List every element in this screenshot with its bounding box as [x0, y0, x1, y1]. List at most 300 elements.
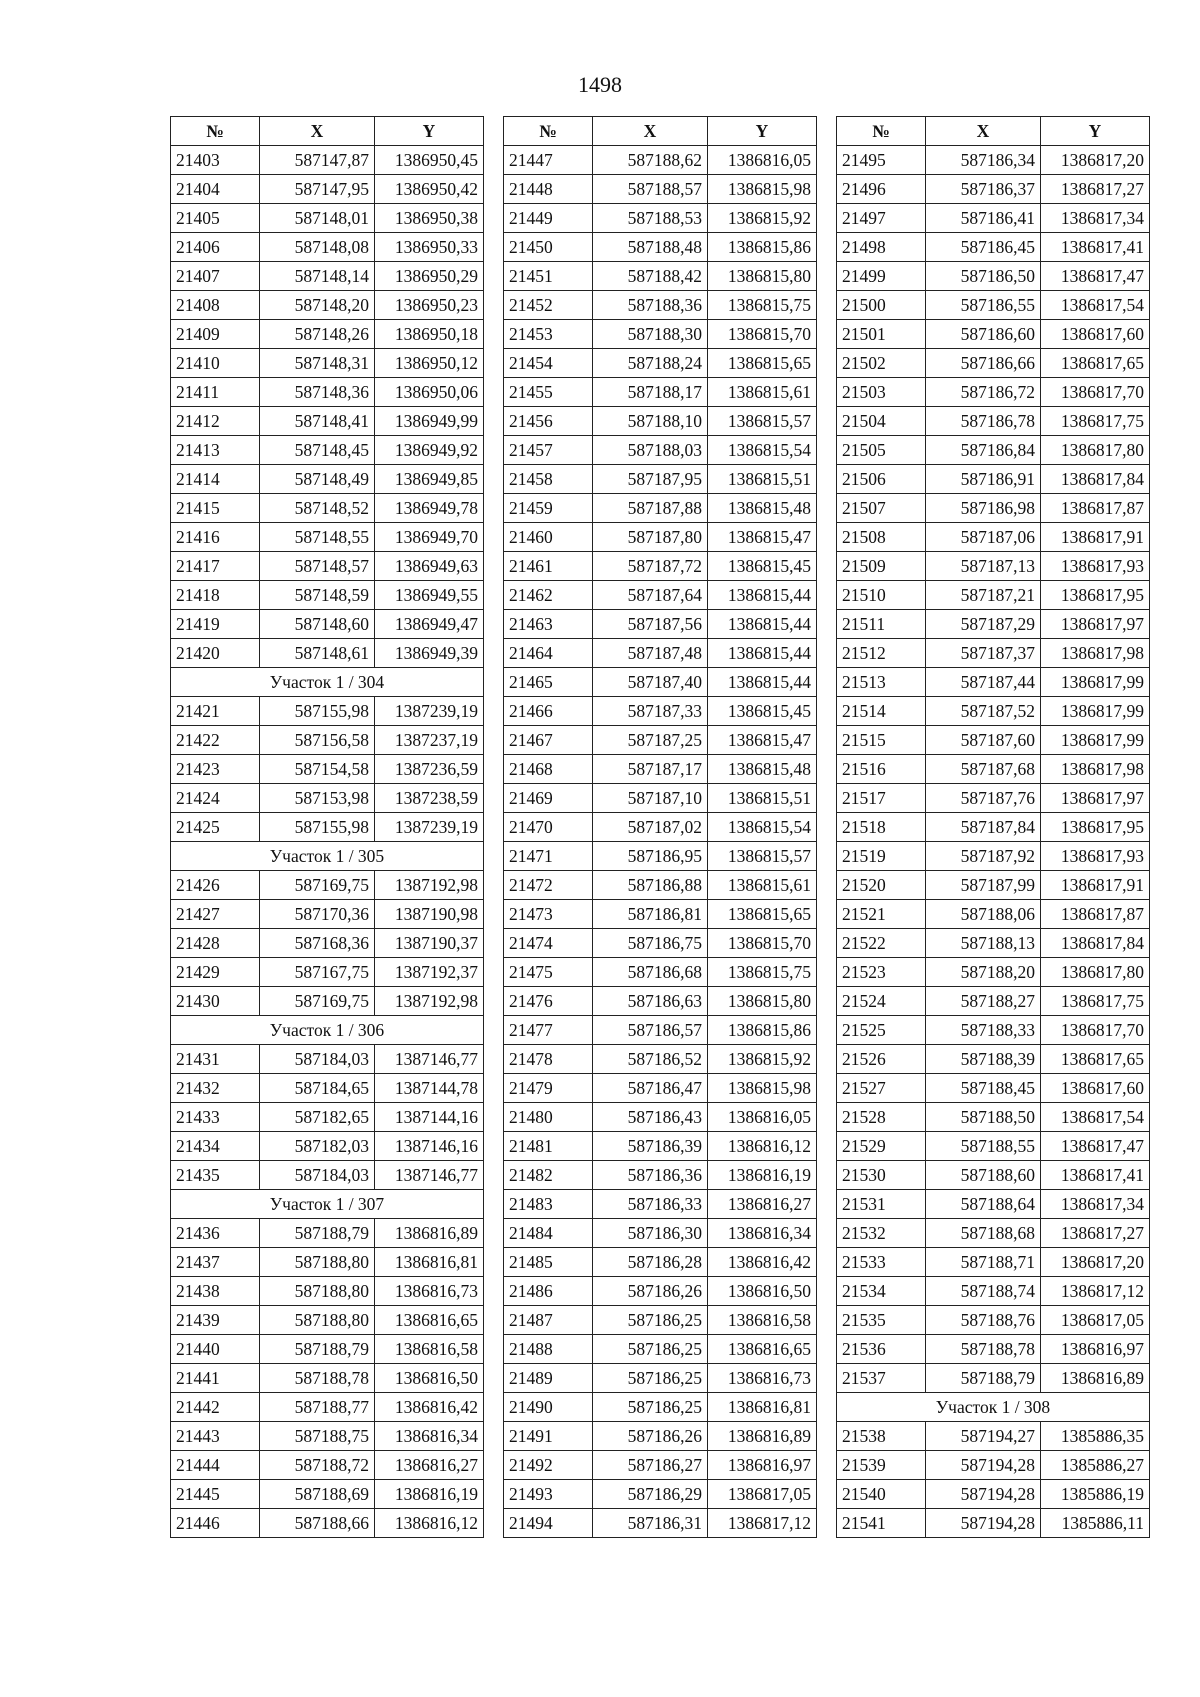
- y-coordinate: 1386950,38: [375, 204, 484, 233]
- point-number: 21461: [504, 552, 593, 581]
- table-row: [504, 958, 817, 987]
- x-coordinate: 587155,98: [260, 697, 375, 726]
- x-coordinate: 587188,20: [926, 958, 1041, 987]
- y-coordinate: 1387236,59: [375, 755, 484, 784]
- x-coordinate: 587169,75: [260, 871, 375, 900]
- point-number: 21406: [171, 233, 260, 262]
- y-coordinate: 1386815,61: [708, 378, 817, 407]
- table-row: [837, 697, 1150, 726]
- x-coordinate: 587187,95: [593, 465, 708, 494]
- table-row: [171, 1509, 484, 1538]
- point-number: 21452: [504, 291, 593, 320]
- point-number: 21535: [837, 1306, 926, 1335]
- table-row: [504, 697, 817, 726]
- x-coordinate: 587187,99: [926, 871, 1041, 900]
- table-row: [837, 668, 1150, 697]
- point-number: 21500: [837, 291, 926, 320]
- table-row: [504, 233, 817, 262]
- point-number: 21484: [504, 1219, 593, 1248]
- point-number: 21502: [837, 349, 926, 378]
- y-coordinate: 1386817,54: [1041, 1103, 1150, 1132]
- y-coordinate: 1386816,19: [375, 1480, 484, 1509]
- y-coordinate: 1386817,70: [1041, 378, 1150, 407]
- x-coordinate: 587186,52: [593, 1045, 708, 1074]
- table-row: [171, 1132, 484, 1161]
- x-coordinate: 587148,36: [260, 378, 375, 407]
- point-number: 21514: [837, 697, 926, 726]
- point-number: 21508: [837, 523, 926, 552]
- y-coordinate: 1386815,48: [708, 755, 817, 784]
- section-title: Участок 1 / 305: [171, 842, 484, 871]
- point-number: 21414: [171, 465, 260, 494]
- y-coordinate: 1386817,93: [1041, 842, 1150, 871]
- x-coordinate: 587186,25: [593, 1306, 708, 1335]
- section-title: Участок 1 / 307: [171, 1190, 484, 1219]
- table-row: [504, 1248, 817, 1277]
- table-row: [171, 726, 484, 755]
- table-row: [171, 929, 484, 958]
- point-number: 21460: [504, 523, 593, 552]
- point-number: 21504: [837, 407, 926, 436]
- table-row: [171, 813, 484, 842]
- x-coordinate: 587186,25: [593, 1364, 708, 1393]
- point-number: 21532: [837, 1219, 926, 1248]
- point-number: 21528: [837, 1103, 926, 1132]
- y-coordinate: 1386950,18: [375, 320, 484, 349]
- y-coordinate: 1387237,19: [375, 726, 484, 755]
- x-coordinate: 587188,55: [926, 1132, 1041, 1161]
- x-coordinate: 587186,57: [593, 1016, 708, 1045]
- x-coordinate: 587188,80: [260, 1306, 375, 1335]
- point-number: 21538: [837, 1422, 926, 1451]
- x-coordinate: 587148,55: [260, 523, 375, 552]
- table-row: [504, 813, 817, 842]
- point-number: 21431: [171, 1045, 260, 1074]
- point-number: 21499: [837, 262, 926, 291]
- table-row: [504, 929, 817, 958]
- section-title: Участок 1 / 308: [837, 1393, 1150, 1422]
- table-row: [837, 233, 1150, 262]
- table-row: [171, 610, 484, 639]
- point-number: 21507: [837, 494, 926, 523]
- y-coordinate: 1386816,97: [1041, 1335, 1150, 1364]
- point-number: 21511: [837, 610, 926, 639]
- point-number: 21407: [171, 262, 260, 291]
- table-row: [504, 755, 817, 784]
- coordinates-table-right: [836, 116, 1150, 1538]
- x-coordinate: 587188,45: [926, 1074, 1041, 1103]
- x-coordinate: 587188,75: [260, 1422, 375, 1451]
- point-number: 21443: [171, 1422, 260, 1451]
- y-coordinate: 1386950,45: [375, 146, 484, 175]
- header-number: №: [837, 117, 926, 146]
- point-number: 21446: [171, 1509, 260, 1538]
- table-row: [171, 581, 484, 610]
- x-coordinate: 587182,65: [260, 1103, 375, 1132]
- point-number: 21428: [171, 929, 260, 958]
- section-row: [171, 1190, 484, 1219]
- x-coordinate: 587188,79: [260, 1219, 375, 1248]
- x-coordinate: 587186,47: [593, 1074, 708, 1103]
- table-row: [171, 465, 484, 494]
- point-number: 21516: [837, 755, 926, 784]
- point-number: 21478: [504, 1045, 593, 1074]
- x-coordinate: 587187,72: [593, 552, 708, 581]
- y-coordinate: 1386817,41: [1041, 233, 1150, 262]
- point-number: 21493: [504, 1480, 593, 1509]
- table-row: [504, 494, 817, 523]
- point-number: 21451: [504, 262, 593, 291]
- table-row: [504, 1016, 817, 1045]
- point-number: 21525: [837, 1016, 926, 1045]
- table-row: [837, 175, 1150, 204]
- table-row: [504, 1393, 817, 1422]
- point-number: 21529: [837, 1132, 926, 1161]
- x-coordinate: 587148,20: [260, 291, 375, 320]
- y-coordinate: 1387238,59: [375, 784, 484, 813]
- point-number: 21490: [504, 1393, 593, 1422]
- table-row: [171, 755, 484, 784]
- x-coordinate: 587186,26: [593, 1277, 708, 1306]
- x-coordinate: 587188,80: [260, 1277, 375, 1306]
- y-coordinate: 1386949,92: [375, 436, 484, 465]
- y-coordinate: 1386815,80: [708, 262, 817, 291]
- y-coordinate: 1386816,58: [708, 1306, 817, 1335]
- x-coordinate: 587186,63: [593, 987, 708, 1016]
- point-number: 21522: [837, 929, 926, 958]
- y-coordinate: 1386816,81: [375, 1248, 484, 1277]
- table-row: [171, 639, 484, 668]
- point-number: 21523: [837, 958, 926, 987]
- table-row: [837, 871, 1150, 900]
- point-number: 21418: [171, 581, 260, 610]
- y-coordinate: 1386815,92: [708, 1045, 817, 1074]
- x-coordinate: 587154,58: [260, 755, 375, 784]
- y-coordinate: 1386815,44: [708, 668, 817, 697]
- y-coordinate: 1386817,20: [1041, 146, 1150, 175]
- point-number: 21469: [504, 784, 593, 813]
- x-coordinate: 587188,33: [926, 1016, 1041, 1045]
- point-number: 21458: [504, 465, 593, 494]
- table-row: [504, 262, 817, 291]
- y-coordinate: 1386817,84: [1041, 929, 1150, 958]
- table-row: [837, 726, 1150, 755]
- x-coordinate: 587147,95: [260, 175, 375, 204]
- y-coordinate: 1386949,63: [375, 552, 484, 581]
- table-header-row: [837, 117, 1150, 146]
- table-row: [837, 610, 1150, 639]
- table-row: [837, 842, 1150, 871]
- table-row: [504, 581, 817, 610]
- table-row: [837, 320, 1150, 349]
- point-number: 21521: [837, 900, 926, 929]
- y-coordinate: 1386949,70: [375, 523, 484, 552]
- x-coordinate: 587168,36: [260, 929, 375, 958]
- table-row: [504, 1219, 817, 1248]
- point-number: 21519: [837, 842, 926, 871]
- table-row: [504, 726, 817, 755]
- table-header-row: [171, 117, 484, 146]
- x-coordinate: 587148,41: [260, 407, 375, 436]
- y-coordinate: 1386816,34: [708, 1219, 817, 1248]
- point-number: 21467: [504, 726, 593, 755]
- x-coordinate: 587186,26: [593, 1422, 708, 1451]
- table-row: [504, 1190, 817, 1219]
- y-coordinate: 1386816,50: [375, 1364, 484, 1393]
- table-row: [837, 581, 1150, 610]
- point-number: 21515: [837, 726, 926, 755]
- y-coordinate: 1386817,54: [1041, 291, 1150, 320]
- table-row: [837, 407, 1150, 436]
- y-coordinate: 1386815,70: [708, 320, 817, 349]
- x-coordinate: 587187,21: [926, 581, 1041, 610]
- y-coordinate: 1386815,44: [708, 610, 817, 639]
- table-row: [837, 1364, 1150, 1393]
- x-coordinate: 587155,98: [260, 813, 375, 842]
- table-row: [837, 1306, 1150, 1335]
- x-coordinate: 587182,03: [260, 1132, 375, 1161]
- y-coordinate: 1386815,86: [708, 1016, 817, 1045]
- header-x: X: [260, 117, 375, 146]
- y-coordinate: 1386815,44: [708, 639, 817, 668]
- x-coordinate: 587186,50: [926, 262, 1041, 291]
- y-coordinate: 1387239,19: [375, 697, 484, 726]
- x-coordinate: 587148,31: [260, 349, 375, 378]
- table-row: [171, 349, 484, 378]
- header-number: №: [171, 117, 260, 146]
- table-row: [837, 1451, 1150, 1480]
- table-row: [837, 1161, 1150, 1190]
- x-coordinate: 587188,78: [926, 1335, 1041, 1364]
- x-coordinate: 587184,65: [260, 1074, 375, 1103]
- point-number: 21491: [504, 1422, 593, 1451]
- x-coordinate: 587188,71: [926, 1248, 1041, 1277]
- y-coordinate: 1386816,58: [375, 1335, 484, 1364]
- x-coordinate: 587188,39: [926, 1045, 1041, 1074]
- y-coordinate: 1386949,39: [375, 639, 484, 668]
- x-coordinate: 587148,60: [260, 610, 375, 639]
- table-row: [171, 175, 484, 204]
- point-number: 21534: [837, 1277, 926, 1306]
- table-row: [837, 1480, 1150, 1509]
- y-coordinate: 1387192,37: [375, 958, 484, 987]
- table-row: [171, 1393, 484, 1422]
- x-coordinate: 587188,57: [593, 175, 708, 204]
- table-row: [837, 1219, 1150, 1248]
- y-coordinate: 1386815,80: [708, 987, 817, 1016]
- point-number: 21503: [837, 378, 926, 407]
- x-coordinate: 587167,75: [260, 958, 375, 987]
- x-coordinate: 587187,10: [593, 784, 708, 813]
- point-number: 21434: [171, 1132, 260, 1161]
- x-coordinate: 587187,48: [593, 639, 708, 668]
- x-coordinate: 587184,03: [260, 1161, 375, 1190]
- y-coordinate: 1386817,75: [1041, 407, 1150, 436]
- x-coordinate: 587186,25: [593, 1335, 708, 1364]
- point-number: 21449: [504, 204, 593, 233]
- point-number: 21421: [171, 697, 260, 726]
- y-coordinate: 1386817,60: [1041, 320, 1150, 349]
- point-number: 21470: [504, 813, 593, 842]
- table-row: [504, 436, 817, 465]
- y-coordinate: 1386816,73: [375, 1277, 484, 1306]
- table-row: [171, 1335, 484, 1364]
- table-row: [504, 407, 817, 436]
- y-coordinate: 1386817,98: [1041, 639, 1150, 668]
- x-coordinate: 587188,53: [593, 204, 708, 233]
- x-coordinate: 587187,40: [593, 668, 708, 697]
- table-row: [504, 639, 817, 668]
- x-coordinate: 587148,01: [260, 204, 375, 233]
- x-coordinate: 587187,33: [593, 697, 708, 726]
- point-number: 21531: [837, 1190, 926, 1219]
- x-coordinate: 587187,29: [926, 610, 1041, 639]
- y-coordinate: 1386817,98: [1041, 755, 1150, 784]
- table-row: [171, 1451, 484, 1480]
- table-row: [171, 204, 484, 233]
- x-coordinate: 587170,36: [260, 900, 375, 929]
- x-coordinate: 587186,33: [593, 1190, 708, 1219]
- y-coordinate: 1386817,93: [1041, 552, 1150, 581]
- point-number: 21481: [504, 1132, 593, 1161]
- point-number: 21433: [171, 1103, 260, 1132]
- point-number: 21471: [504, 842, 593, 871]
- y-coordinate: 1386817,65: [1041, 1045, 1150, 1074]
- y-coordinate: 1386816,73: [708, 1364, 817, 1393]
- x-coordinate: 587148,14: [260, 262, 375, 291]
- table-row: [837, 987, 1150, 1016]
- point-number: 21530: [837, 1161, 926, 1190]
- point-number: 21425: [171, 813, 260, 842]
- x-coordinate: 587188,69: [260, 1480, 375, 1509]
- y-coordinate: 1386816,97: [708, 1451, 817, 1480]
- x-coordinate: 587188,30: [593, 320, 708, 349]
- point-number: 21409: [171, 320, 260, 349]
- table-row: [837, 1016, 1150, 1045]
- point-number: 21410: [171, 349, 260, 378]
- table-row: [171, 233, 484, 262]
- table-row: [171, 900, 484, 929]
- y-coordinate: 1386816,12: [375, 1509, 484, 1538]
- x-coordinate: 587186,43: [593, 1103, 708, 1132]
- x-coordinate: 587186,84: [926, 436, 1041, 465]
- y-coordinate: 1386815,54: [708, 813, 817, 842]
- x-coordinate: 587188,76: [926, 1306, 1041, 1335]
- header-number: №: [504, 117, 593, 146]
- x-coordinate: 587188,27: [926, 987, 1041, 1016]
- point-number: 21482: [504, 1161, 593, 1190]
- x-coordinate: 587186,78: [926, 407, 1041, 436]
- point-number: 21492: [504, 1451, 593, 1480]
- table-row: [171, 1306, 484, 1335]
- table-row: [837, 146, 1150, 175]
- point-number: 21501: [837, 320, 926, 349]
- x-coordinate: 587186,88: [593, 871, 708, 900]
- coordinates-table: [836, 116, 1150, 1538]
- point-number: 21526: [837, 1045, 926, 1074]
- point-number: 21527: [837, 1074, 926, 1103]
- y-coordinate: 1385886,11: [1041, 1509, 1150, 1538]
- table-row: [837, 378, 1150, 407]
- point-number: 21419: [171, 610, 260, 639]
- point-number: 21416: [171, 523, 260, 552]
- x-coordinate: 587188,42: [593, 262, 708, 291]
- x-coordinate: 587188,78: [260, 1364, 375, 1393]
- point-number: 21459: [504, 494, 593, 523]
- y-coordinate: 1386816,42: [375, 1393, 484, 1422]
- y-coordinate: 1387146,77: [375, 1045, 484, 1074]
- table-row: [837, 349, 1150, 378]
- table-row: [171, 1364, 484, 1393]
- x-coordinate: 587187,52: [926, 697, 1041, 726]
- table-row: [504, 146, 817, 175]
- point-number: 21520: [837, 871, 926, 900]
- x-coordinate: 587169,75: [260, 987, 375, 1016]
- table-row: [504, 668, 817, 697]
- x-coordinate: 587194,27: [926, 1422, 1041, 1451]
- point-number: 21412: [171, 407, 260, 436]
- y-coordinate: 1386949,85: [375, 465, 484, 494]
- x-coordinate: 587186,95: [593, 842, 708, 871]
- point-number: 21494: [504, 1509, 593, 1538]
- y-coordinate: 1386815,47: [708, 726, 817, 755]
- point-number: 21445: [171, 1480, 260, 1509]
- table-row: [504, 610, 817, 639]
- table-row: [837, 784, 1150, 813]
- section-title: Участок 1 / 306: [171, 1016, 484, 1045]
- point-number: 21427: [171, 900, 260, 929]
- table-row: [837, 436, 1150, 465]
- point-number: 21441: [171, 1364, 260, 1393]
- table-row: [837, 929, 1150, 958]
- x-coordinate: 587186,29: [593, 1480, 708, 1509]
- x-coordinate: 587148,49: [260, 465, 375, 494]
- x-coordinate: 587187,56: [593, 610, 708, 639]
- point-number: 21513: [837, 668, 926, 697]
- table-row: [504, 291, 817, 320]
- y-coordinate: 1387190,37: [375, 929, 484, 958]
- point-number: 21483: [504, 1190, 593, 1219]
- header-x: X: [593, 117, 708, 146]
- table-row: [837, 1509, 1150, 1538]
- point-number: 21495: [837, 146, 926, 175]
- table-row: [504, 1103, 817, 1132]
- y-coordinate: 1386817,41: [1041, 1161, 1150, 1190]
- y-coordinate: 1386950,06: [375, 378, 484, 407]
- point-number: 21420: [171, 639, 260, 668]
- y-coordinate: 1386817,47: [1041, 1132, 1150, 1161]
- x-coordinate: 587186,55: [926, 291, 1041, 320]
- y-coordinate: 1386817,27: [1041, 175, 1150, 204]
- x-coordinate: 587186,31: [593, 1509, 708, 1538]
- point-number: 21455: [504, 378, 593, 407]
- point-number: 21424: [171, 784, 260, 813]
- x-coordinate: 587188,79: [260, 1335, 375, 1364]
- y-coordinate: 1386949,78: [375, 494, 484, 523]
- point-number: 21403: [171, 146, 260, 175]
- y-coordinate: 1386815,98: [708, 175, 817, 204]
- table-row: [171, 552, 484, 581]
- table-row: [837, 523, 1150, 552]
- coordinates-table: [170, 116, 484, 1538]
- y-coordinate: 1386815,86: [708, 233, 817, 262]
- table-row: [837, 958, 1150, 987]
- table-row: [171, 523, 484, 552]
- x-coordinate: 587153,98: [260, 784, 375, 813]
- y-coordinate: 1386815,45: [708, 697, 817, 726]
- table-row: [504, 1509, 817, 1538]
- y-coordinate: 1386816,89: [708, 1422, 817, 1451]
